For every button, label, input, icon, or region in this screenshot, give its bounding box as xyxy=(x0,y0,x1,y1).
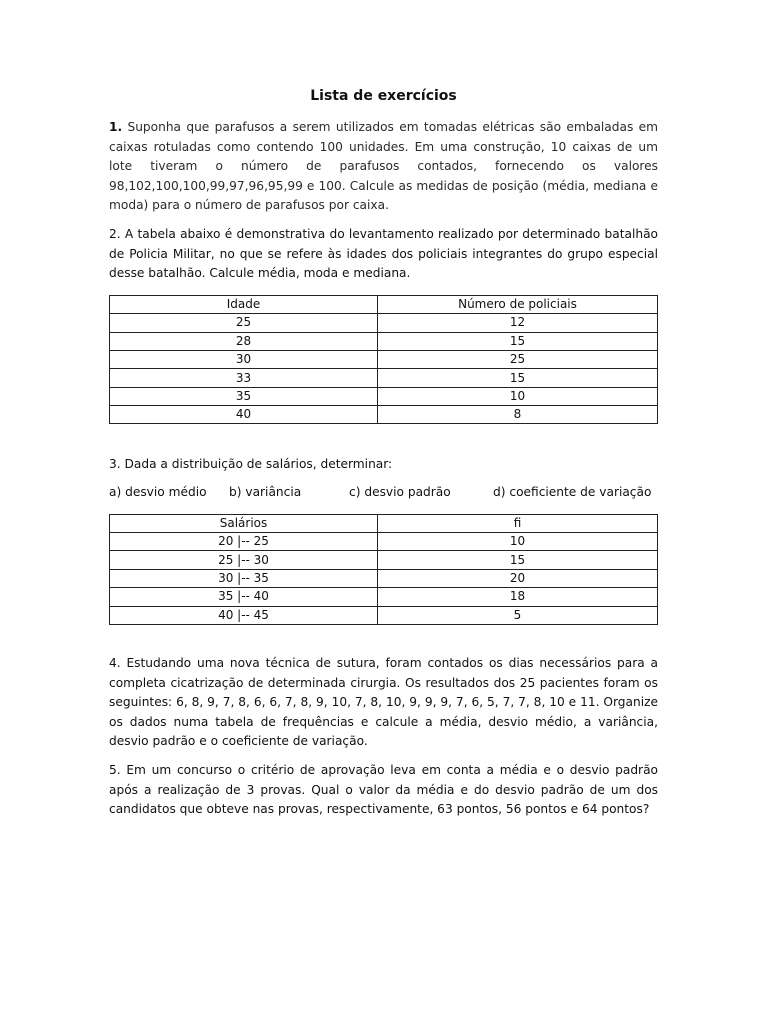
table-cell: 33 xyxy=(110,369,378,387)
table-cell: 25 xyxy=(110,314,378,332)
question-1-text: Suponha que parafusos a serem utilizados em tomadas elétricas são embaladas em caixas rotuladas como contendo 100 unidades. Em uma construção, 10 caixas de um lote tiveram o número de parafusos contados, fornecendo os valores 98,102,100,100,99,97,96,95,99 e 100. Calcule as medidas de posição (média, mediana e moda) para o número de parafusos por caixa. xyxy=(109,120,659,213)
table-row xyxy=(110,387,658,405)
table-cell: 40 xyxy=(110,406,378,424)
table-row xyxy=(110,314,658,332)
table-cell: 28 xyxy=(110,332,378,350)
table-header: Salários xyxy=(110,514,378,532)
table-row xyxy=(110,369,658,387)
option-d: d) coeficiente de variação xyxy=(493,485,652,500)
table-row xyxy=(110,588,658,606)
table-row xyxy=(110,406,658,424)
table-cell: 15 xyxy=(378,369,658,387)
table-cell: 10 xyxy=(378,533,658,551)
table-cell: 8 xyxy=(378,406,658,424)
table-cell: 35 xyxy=(110,387,378,405)
question-4-text: 4. Estudando uma nova técnica de sutura, foram contados os dias necessários para a completa cicatrização de determinada cirurgia. Os resultados dos 25 pacientes foram os seguintes: 6, 8, 9, 7, 8, 6, 6, 7, 8, 9, 10, 7, 8, 10, 9, 9, 9, 7, 6, 5, 7, 7, 8, 10 e 11. Organize os dados numa tabela de frequências e calcule a média, desvio médio, a variância, desvio padrão e o coeficiente de variação. xyxy=(109,656,658,749)
question-5-text: 5. Em um concurso o critério de aprovação leva em conta a média e o desvio padrão após a realização de 3 provas. Qual o valor da média e do desvio padrão de um dos candidatos que obteve nas provas, respectivamente, 63 pontos, 56 pontos e 64 pontos? xyxy=(109,762,658,817)
table-cell: 25 |-- 30 xyxy=(110,551,378,569)
table-row xyxy=(110,606,658,624)
table-row xyxy=(110,551,658,569)
table-cell: 20 xyxy=(378,569,658,587)
table-cell: 30 xyxy=(110,350,378,368)
question-3-options xyxy=(109,483,658,503)
table-row xyxy=(110,332,658,350)
table-header-row xyxy=(110,514,658,532)
table-header: Idade xyxy=(110,295,378,313)
salary-table xyxy=(109,514,658,625)
document-page xyxy=(109,86,658,820)
table-cell: 18 xyxy=(378,588,658,606)
table-cell: 35 |-- 40 xyxy=(110,588,378,606)
question-3-text: 3. Dada a distribuição de salários, determinar: xyxy=(109,457,393,472)
table-row xyxy=(110,569,658,587)
table-header: Número de policiais xyxy=(378,295,658,313)
option-a: a) desvio médio xyxy=(109,485,207,500)
question-1-number: 1. xyxy=(109,120,123,134)
table-cell: 10 xyxy=(378,387,658,405)
police-age-table xyxy=(109,295,658,425)
table-cell: 15 xyxy=(378,551,658,569)
table-cell: 5 xyxy=(378,606,658,624)
page-title: Lista de exercícios xyxy=(310,88,457,104)
table-cell: 40 |-- 45 xyxy=(110,606,378,624)
table-cell: 20 |-- 25 xyxy=(110,533,378,551)
table-header-row xyxy=(110,295,658,313)
table-cell: 30 |-- 35 xyxy=(110,569,378,587)
question-1 xyxy=(109,118,658,216)
table-cell: 12 xyxy=(378,314,658,332)
table-cell: 15 xyxy=(378,332,658,350)
table-row xyxy=(110,350,658,368)
option-c: c) desvio padrão xyxy=(349,485,451,500)
table-row xyxy=(110,533,658,551)
question-2-text: 2. A tabela abaixo é demonstrativa do levantamento realizado por determinado batalhão de Policia Militar, no que se refere às idades dos policiais integrantes do grupo especial desse batalhão. Calcule média, moda e mediana. xyxy=(109,226,658,281)
table-cell: 25 xyxy=(378,350,658,368)
option-b: b) variância xyxy=(229,485,302,500)
table-header: fi xyxy=(378,514,658,532)
